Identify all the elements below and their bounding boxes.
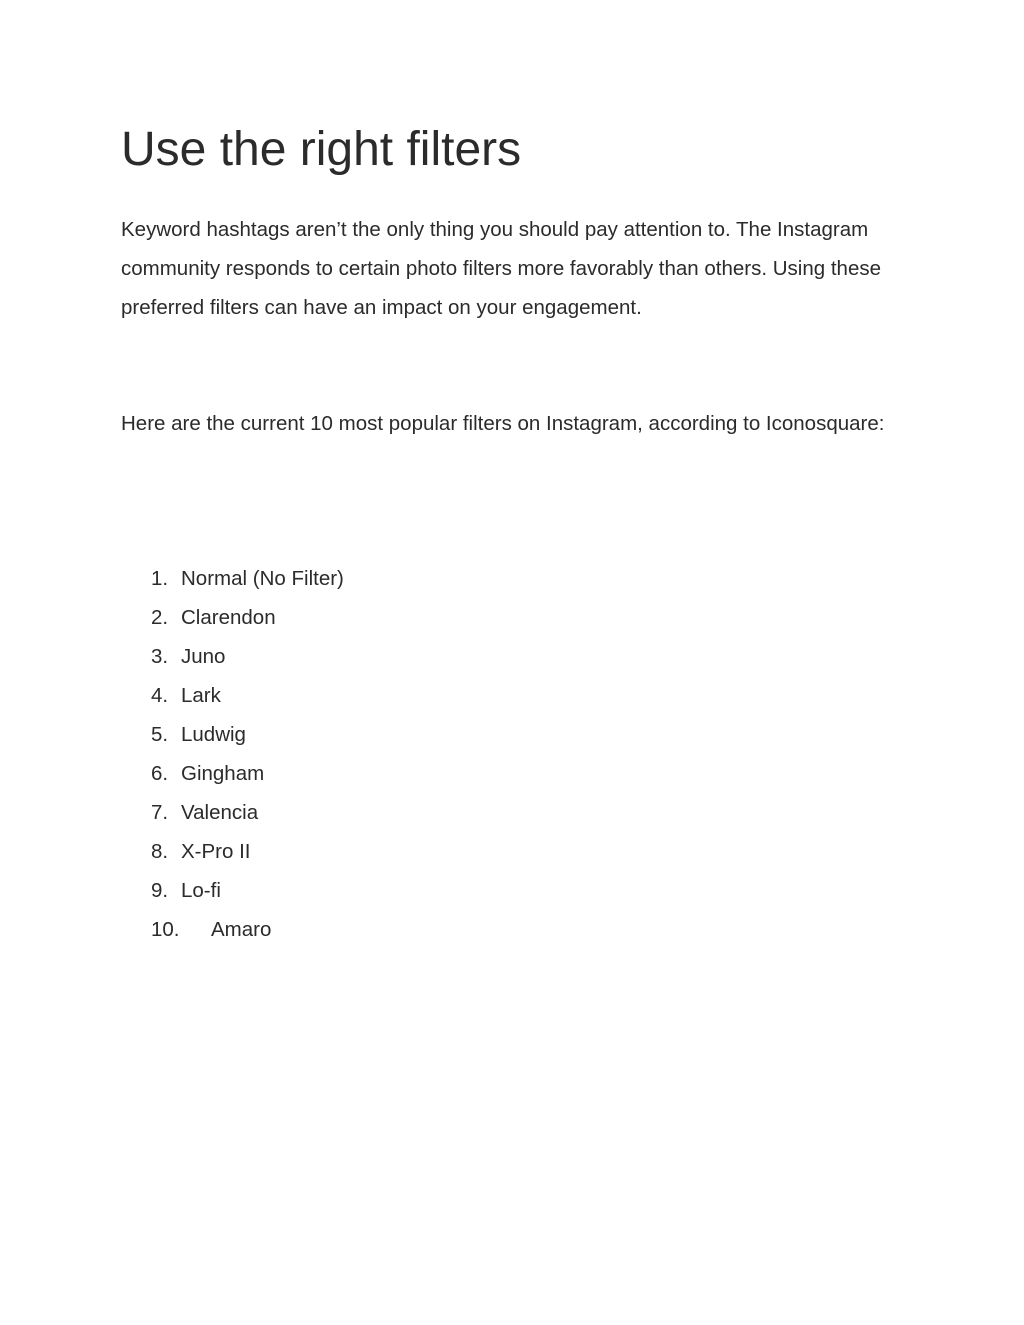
filters-lead-paragraph: Here are the current 10 most popular filters on Instagram, according to Iconosquare: — [121, 412, 885, 435]
list-item-label: Ludwig — [181, 723, 246, 746]
list-item-label: Valencia — [181, 801, 259, 824]
list-item-number: 2. — [151, 606, 169, 629]
list-item-number: 9. — [151, 879, 169, 902]
list-item-label: Clarendon — [181, 606, 276, 629]
intro-paragraph: Keyword hashtags aren’t the only thing you should pay attention to. The Instagram community responds to certain photo filters more favorably than others. Using these preferred filters can have an impact on your engagement. — [121, 218, 882, 319]
list-item-label: Lo-fi — [181, 879, 221, 902]
list-item-label: Juno — [181, 645, 226, 668]
list-item-number: 1. — [151, 567, 169, 590]
list-item-label: Amaro — [211, 918, 272, 941]
list-item-label: Normal (No Filter) — [181, 567, 344, 590]
list-item-number: 5. — [151, 723, 169, 746]
list-item-number: 4. — [151, 684, 169, 707]
page-title: Use the right filters — [121, 123, 522, 176]
list-item-number: 3. — [151, 645, 169, 668]
list-item-label: Gingham — [181, 762, 265, 785]
list-item-number: 7. — [151, 801, 169, 824]
list-item-label: X-Pro II — [181, 840, 251, 863]
list-item-number: 10. — [151, 918, 180, 941]
list-item-number: 8. — [151, 840, 169, 863]
list-item-number: 6. — [151, 762, 169, 785]
list-item-label: Lark — [181, 684, 221, 707]
